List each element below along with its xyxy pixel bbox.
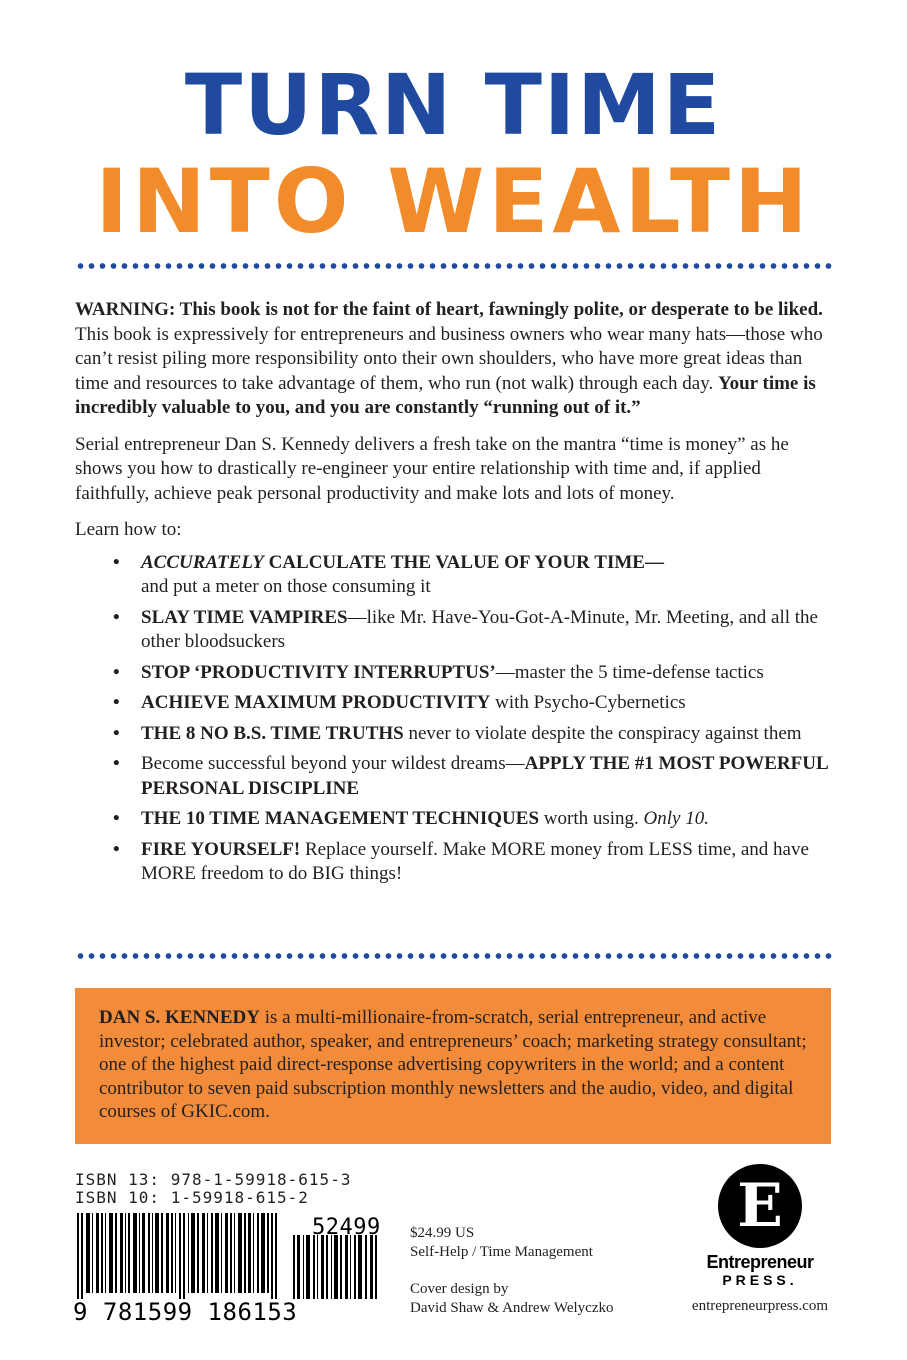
- barcode-price-code: 52499: [312, 1215, 381, 1240]
- bullet-icon: •: [113, 722, 120, 744]
- bullet-text: never to violate despite the conspiracy against them: [403, 722, 802, 744]
- list-item: [75, 807, 835, 832]
- bullet-icon: •: [113, 808, 120, 829]
- bullet-text: with Psycho-Cybernetics: [490, 692, 686, 713]
- warning-bold: WARNING: This book is not for the faint of heart, fawningly polite, or desperate to be liked.: [75, 299, 823, 320]
- dotted-divider-top: [75, 262, 835, 270]
- list-item: [75, 691, 835, 716]
- bullet-text: Become successful beyond your wildest dreams—: [141, 753, 525, 774]
- bullet-icon: •: [113, 551, 120, 573]
- barcode-digits: 9 781599 186153: [73, 1298, 298, 1326]
- isbn-10: ISBN 10: 1-59918-615-2: [75, 1188, 309, 1207]
- bullet-italic: ACCURATELY: [141, 551, 264, 573]
- bullet-bold: ACHIEVE MAXIMUM PRODUCTIVITY: [141, 692, 491, 713]
- list-item: [75, 722, 835, 747]
- bullet-text: —master the 5 time-defense tactics: [495, 661, 764, 683]
- bullet-bold: SLAY TIME VAMPIRES: [141, 606, 348, 628]
- cover-designers: David Shaw & Andrew Welyczko: [410, 1300, 614, 1316]
- publisher-logo-icon: E: [718, 1164, 802, 1248]
- price: $24.99 US: [410, 1225, 475, 1241]
- bullet-icon: •: [113, 606, 120, 628]
- description: [75, 298, 835, 893]
- warning-paragraph: [75, 298, 835, 421]
- cover-label: Cover design by: [410, 1281, 509, 1297]
- price-info: [410, 1224, 593, 1262]
- publisher-url: entrepreneurpress.com: [691, 1298, 829, 1314]
- author-bio-box: [75, 988, 831, 1144]
- cover-credits: [410, 1280, 613, 1318]
- bullet-bold: THE 10 TIME MANAGEMENT TECHNIQUES: [141, 808, 540, 829]
- list-item: [75, 661, 835, 686]
- bullet-bold: THE 8 NO B.S. TIME TRUTHS: [141, 722, 404, 744]
- bullet-text: and put a meter on those consuming it: [141, 576, 431, 597]
- bullet-text: Replace yourself. Make MORE money from LESS time, and have MORE freedom to do BIG things!: [141, 838, 809, 884]
- bullet-text: —like Mr. Have-You-Got-A-Minute, Mr. Meeting, and all the other bloodsuckers: [141, 606, 818, 652]
- isbn-13: ISBN 13: 978-1-59918-615-3: [75, 1170, 352, 1189]
- learn-label: Learn how to:: [75, 519, 182, 540]
- warning-text: This book is expressively for entrepreneurs and business owners who wear many hats—those who can’t resist piling more responsibility onto their own shoulders, who have more great ideas than time and resources to take advantage of them, who run (not walk) through each day.: [75, 323, 823, 394]
- list-item: [75, 606, 835, 655]
- warning-bold-2: Your time is incredibly valuable to you, and you are constantly “running out of it.”: [75, 372, 816, 418]
- bullet-italic: Only 10.: [643, 808, 709, 829]
- bullet-icon: •: [113, 753, 120, 774]
- bullet-icon: •: [113, 692, 120, 713]
- bullet-bold: APPLY THE #1 MOST POWERFUL PERSONAL DISCIPLINE: [141, 753, 828, 799]
- author-bio-text: is a multi-millionaire-from-scratch, serial entrepreneur, and active investor; celebrated author, speaker, and entrepreneurs’ coach; marketing strategy consultant; one of the highest paid direct-response advertising copywriters in the world; and a content contributor to seven paid subscription monthly newsletters and the audio, video, and digital courses of GKIC.com.: [99, 1007, 807, 1122]
- category: Self-Help / Time Management: [410, 1244, 593, 1260]
- dotted-divider-bottom: [75, 952, 835, 960]
- bullet-bold: FIRE YOURSELF!: [141, 838, 301, 860]
- list-item: [75, 838, 835, 887]
- author-name: DAN S. KENNEDY: [99, 1007, 260, 1028]
- intro-paragraph: Serial entrepreneur Dan S. Kennedy delivers a fresh take on the mantra “time is money” as he shows you how to drastically re-engineer your entire relationship with time and, if applied faithfully, achieve peak personal productivity and make lots and lots of money.: [75, 433, 789, 504]
- list-item: [75, 551, 835, 600]
- bullet-list: [75, 551, 835, 887]
- bullet-icon: •: [113, 661, 120, 683]
- bullet-icon: •: [113, 838, 120, 860]
- publisher-press: PRESS.: [722, 1272, 798, 1288]
- list-item: [75, 752, 835, 801]
- publisher-name: Entrepreneur: [706, 1252, 814, 1272]
- bullet-bold: CALCULATE THE VALUE OF YOUR TIME—: [263, 551, 664, 573]
- title-line-1: TURN TIME: [184, 56, 723, 154]
- bullet-bold: STOP ‘PRODUCTIVITY INTERRUPTUS’: [141, 661, 496, 683]
- title-line-2: INTO WEALTH: [95, 150, 812, 253]
- bullet-text: worth using.: [539, 808, 644, 829]
